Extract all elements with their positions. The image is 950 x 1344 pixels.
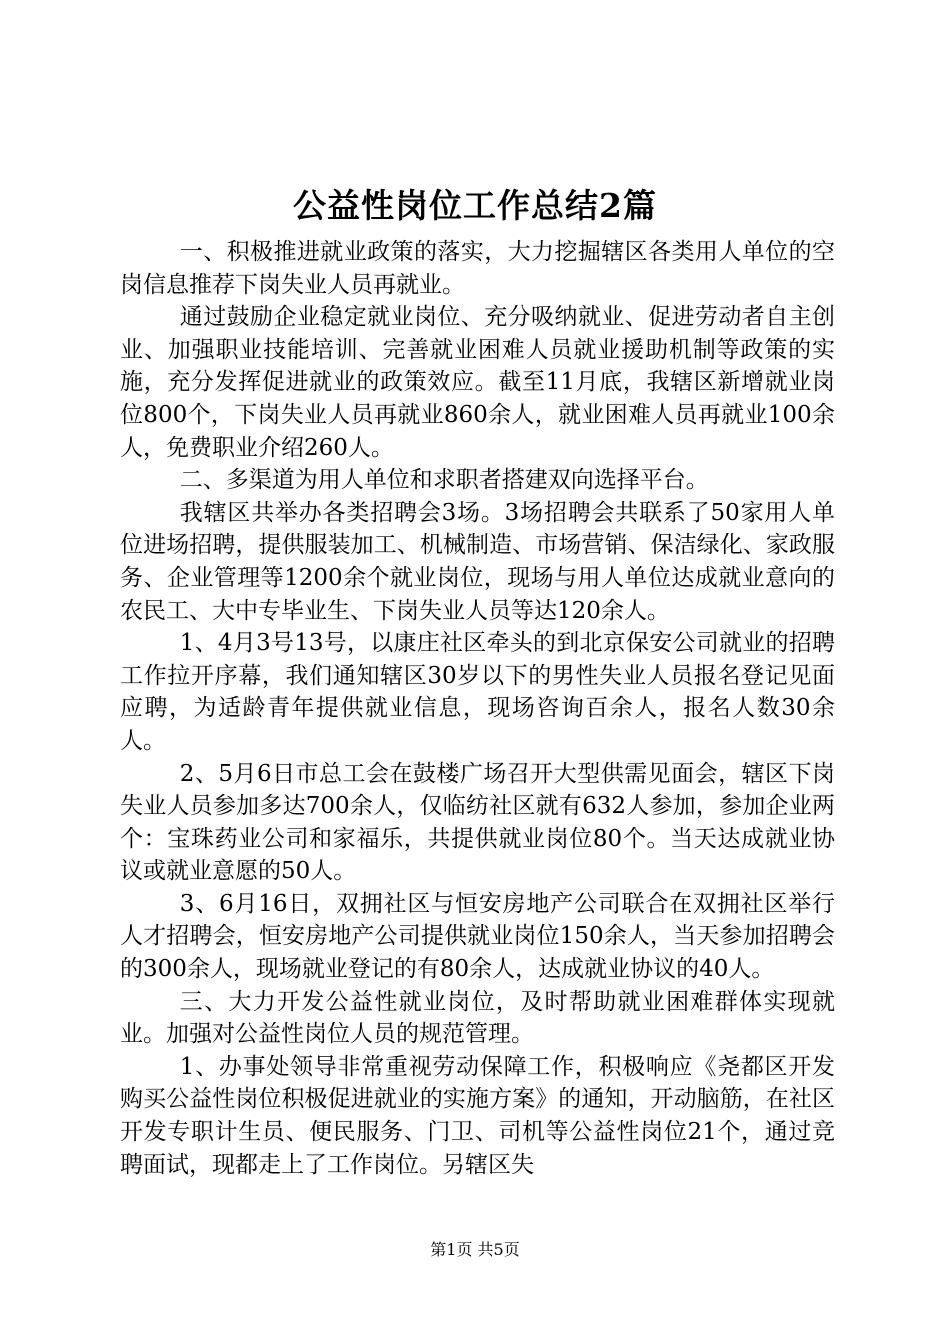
paragraph: 3、6月16日，双拥社区与恒安房地产公司联合在双拥社区举行人才招聘会，恒安房地产公司提供就业岗位150余人，当天参加招聘会的300余人，现场就业登记的有80余人，达成就业协议的40人。 bbox=[120, 890, 835, 983]
paragraph: 一、积极推进就业政策的落实，大力挖掘辖区各类用人单位的空岗信息推荐下岗失业人员再就业。 bbox=[120, 239, 835, 298]
paragraph: 二、多渠道为用人单位和求职者搭建双向选择平台。 bbox=[179, 467, 709, 494]
paragraph: 我辖区共举办各类招聘会3场。3场招聘会共联系了50家用人单位进场招聘，提供服装加工、机械制造、市场营销、保洁绿化、家政服务、企业管理等1200余个就业岗位，现场与用人单位达成就业意向的农民工、大中专毕业生、下岗失业人员等达120余人。 bbox=[120, 499, 835, 624]
paragraph: 通过鼓励企业稳定就业岗位、充分吸纳就业、促进劳动者自主创业、加强职业技能培训、完善就业困难人员就业援助机制等政策的实施，充分发挥促进就业的政策效应。截至11月底，我辖区新增就业岗位800个，下岗失业人员再就业860余人，就业困难人员再就业100余人，免费职业介绍260人。 bbox=[120, 304, 835, 461]
paragraph: 三、大力开发公益性就业岗位，及时帮助就业困难群体实现就业。加强对公益性岗位人员的规范管理。 bbox=[120, 988, 835, 1048]
paragraph: 1、4月3号13号，以康庄社区牵头的到北京保安公司就业的招聘工作拉开序幕，我们通知辖区30岁以下的男性失业人员报名登记见面应聘，为适龄青年提供就业信息，现场咨询百余人，报名人数30余人。 bbox=[120, 630, 835, 754]
paragraph: 1、办事处领导非常重视劳动保障工作，积极响应《尧都区开发购买公益性岗位积极促进就业的实施方案》的通知，开动脑筋，在社区开发专职计生员、便民服务、门卫、司机等公益性岗位21个，通过竞聘面试，现都走上了工作岗位。另辖区失 bbox=[120, 1053, 835, 1178]
document-title: 公益性岗位工作总结2篇 bbox=[293, 186, 657, 225]
page-footer: 第1页 共5页 bbox=[430, 1240, 520, 1259]
document-body bbox=[120, 236, 835, 1181]
paragraph: 2、5月6日市总工会在鼓楼广场召开大型供需见面会，辖区下岗失业人员参加多达700余人，仅临纺社区就有632人参加，参加企业两个：宝珠药业公司和家福乐，共提供就业岗位80个。当天达成就业协议或就业意愿的50人。 bbox=[120, 760, 835, 885]
